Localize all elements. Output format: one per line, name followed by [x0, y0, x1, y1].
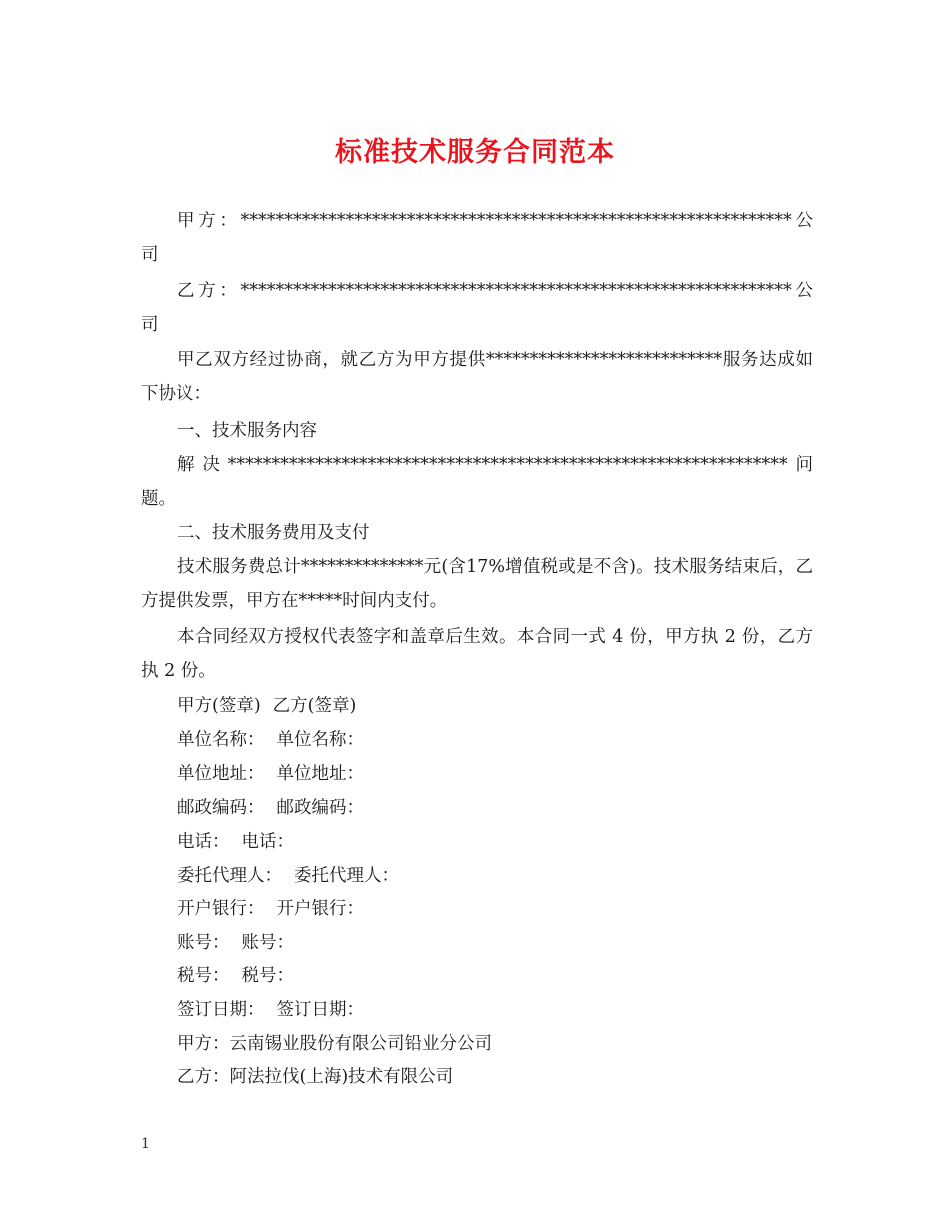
- signature-left: 邮政编码：: [177, 798, 265, 818]
- signature-left: 账号：: [177, 933, 230, 953]
- section2-body: 技术服务费总计**************元(含17%增值税或是不含)。技术服务结束后，乙方提供发票，甲方在*****时间内支付。: [141, 557, 813, 611]
- signature-row: [177, 825, 294, 859]
- signature-right: 委托代理人：: [294, 866, 399, 886]
- signature-row: [177, 892, 364, 926]
- intro-paragraph: 甲乙双方经过协商，就乙方为甲方提供***************************服务达成如下协议：: [141, 350, 813, 404]
- signature-row: [177, 689, 356, 723]
- party-a-name: 甲方：云南锡业股份有限公司铅业分公司: [177, 1034, 492, 1054]
- signature-row: [177, 757, 364, 791]
- signature-row: [177, 959, 294, 993]
- party-b-name: 乙方：阿法拉伐(上海)技术有限公司: [177, 1067, 454, 1087]
- section2-heading: 二、技术服务费用及支付: [177, 523, 370, 543]
- signature-row: [177, 926, 294, 960]
- signature-row: [177, 859, 399, 893]
- document-title: 标准技术服务合同范本: [335, 137, 615, 168]
- signature-right: 单位名称：: [276, 730, 364, 750]
- signature-right: 电话：: [241, 832, 294, 852]
- signature-right: 乙方(签章): [272, 696, 357, 716]
- signature-left: 开户银行：: [177, 899, 265, 919]
- party-b-line: 乙方：***************************************************************公司: [141, 281, 813, 335]
- signature-row: [177, 723, 364, 757]
- signature-left: 签订日期：: [177, 1000, 265, 1020]
- signature-left: 委托代理人：: [177, 866, 282, 886]
- signature-left: 税号：: [177, 966, 230, 986]
- signature-row: [177, 993, 364, 1027]
- signature-right: 税号：: [241, 966, 294, 986]
- page-number: 1: [141, 1136, 150, 1152]
- signature-right: 签订日期：: [276, 1000, 364, 1020]
- signature-right: 账号：: [241, 933, 294, 953]
- effect-clause: 本合同经双方授权代表签字和盖章后生效。本合同一式 4 份，甲方执 2 份，乙方执 2 份。: [141, 627, 813, 681]
- signature-left: 单位地址：: [177, 764, 265, 784]
- signature-row: [177, 791, 364, 825]
- signature-left: 单位名称：: [177, 730, 265, 750]
- signature-right: 开户银行：: [276, 899, 364, 919]
- party-a-line: 甲方：***************************************************************公司: [141, 211, 813, 265]
- signature-left: 甲方(签章): [177, 696, 261, 716]
- section1-heading: 一、技术服务内容: [177, 421, 317, 441]
- signature-right: 单位地址：: [276, 764, 364, 784]
- signature-left: 电话：: [177, 832, 230, 852]
- signature-right: 邮政编码：: [276, 798, 364, 818]
- section1-body: 解决****************************************************************问题。: [141, 455, 813, 509]
